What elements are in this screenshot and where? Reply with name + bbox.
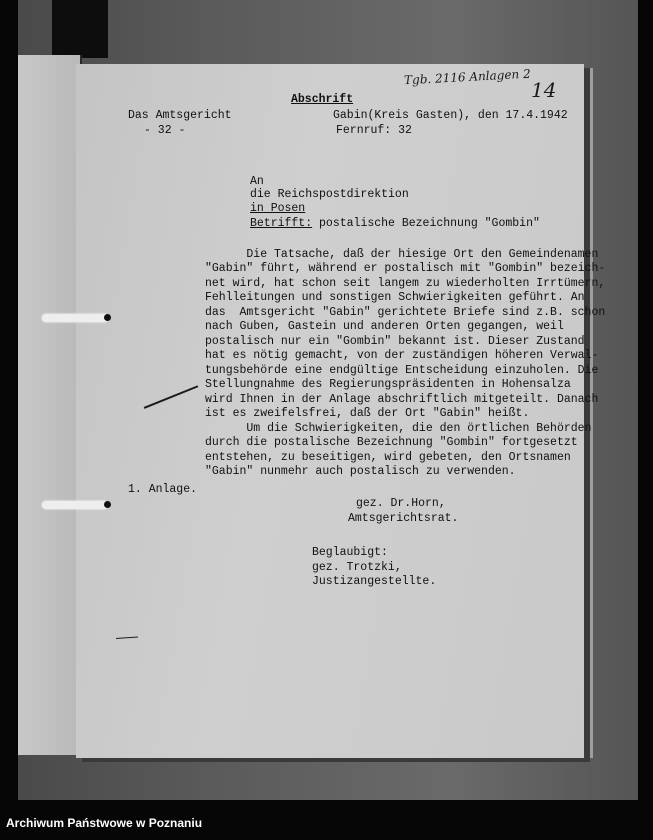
body-line: "Gabin" nunmehr auch postalisch zu verwenden. (205, 465, 516, 478)
court-number: - 32 - (144, 124, 186, 137)
certification-line-1: Beglaubigt: (312, 546, 388, 559)
binder-backsheet (18, 55, 82, 755)
address-line-1: An (250, 175, 264, 188)
address-line-3: in Posen (250, 202, 306, 215)
phone-number: Fernruf: 32 (336, 124, 412, 137)
body-line: hat es nötig gemacht, von der zuständigen höheren Verwal- (205, 349, 599, 362)
subject-line (250, 217, 540, 230)
body-line: das Amtsgericht "Gabin" gerichtete Briefe sind z.B. schon (205, 306, 606, 319)
pencil-mark (116, 636, 138, 639)
body-line: nach Guben, Gastein und anderen Orten gegangen, weil (205, 320, 564, 333)
body-line: Um die Schwierigkeiten, die den örtlichen Behörden (205, 422, 592, 435)
place-date: Gabin(Kreis Gasten), den 17.4.1942 (333, 109, 568, 122)
signature-line-1: gez. Dr.Horn, (356, 497, 446, 510)
copy-label: Abschrift (291, 93, 354, 106)
body-line: ist es zweifelsfrei, daß der Ort "Gabin" heißt. (205, 407, 530, 420)
body-line: Fehlleitungen und sonstigen Schwierigkeiten geführt. An (205, 291, 585, 304)
binder-string (42, 314, 108, 322)
binder-spine (52, 0, 108, 58)
certification-line-2: gez. Trotzki, (312, 561, 402, 574)
body-line: Die Tatsache, daß der hiesige Ort den Gemeindenamen (205, 248, 599, 261)
punch-hole (104, 314, 111, 321)
court-name: Das Amtsgericht (128, 109, 232, 122)
body-line: "Gabin" führt, während er postalisch mit "Gombin" bezeich- (205, 262, 606, 275)
document-page (76, 64, 606, 758)
body-line: durch die postalische Bezeichnung "Gombin" fortgesetzt (205, 436, 578, 449)
subject-text: postalische Bezeichnung "Gombin" (319, 217, 540, 230)
body-line: postalisch nur ein "Gombin" bekannt ist. Dieser Zustand (205, 335, 585, 348)
certification-line-3: Justizangestellte. (312, 575, 437, 588)
pencil-mark (144, 385, 198, 408)
body-line: tungsbehörde eine endgültige Entscheidung einzuholen. Die (205, 364, 599, 377)
page-edge (583, 68, 593, 758)
punch-hole (104, 501, 111, 508)
subject-label: Betrifft: (250, 217, 313, 230)
page-number: 14 (531, 78, 557, 102)
body-line: entstehen, zu beseitigen, wird gebeten, den Ortsnamen (205, 451, 571, 464)
binder-string (42, 501, 108, 509)
signature-line-2: Amtsgerichtsrat. (348, 512, 459, 525)
body-line: wird Ihnen in der Anlage abschriftlich mitgeteilt. Danach (205, 393, 599, 406)
archive-caption: Archiwum Państwowe w Poznaniu (6, 816, 203, 830)
body-line: net wird, hat schon seit langem zu wiederholten Irrtümern, (205, 277, 606, 290)
handwritten-reference: Tgb. 2116 Anlagen 2 (403, 66, 531, 88)
body-line: Stellungnahme des Regierungspräsidenten in Hohensalza (205, 378, 571, 391)
address-line-2: die Reichspostdirektion (250, 188, 409, 201)
attachment-note: 1. Anlage. (128, 483, 198, 496)
